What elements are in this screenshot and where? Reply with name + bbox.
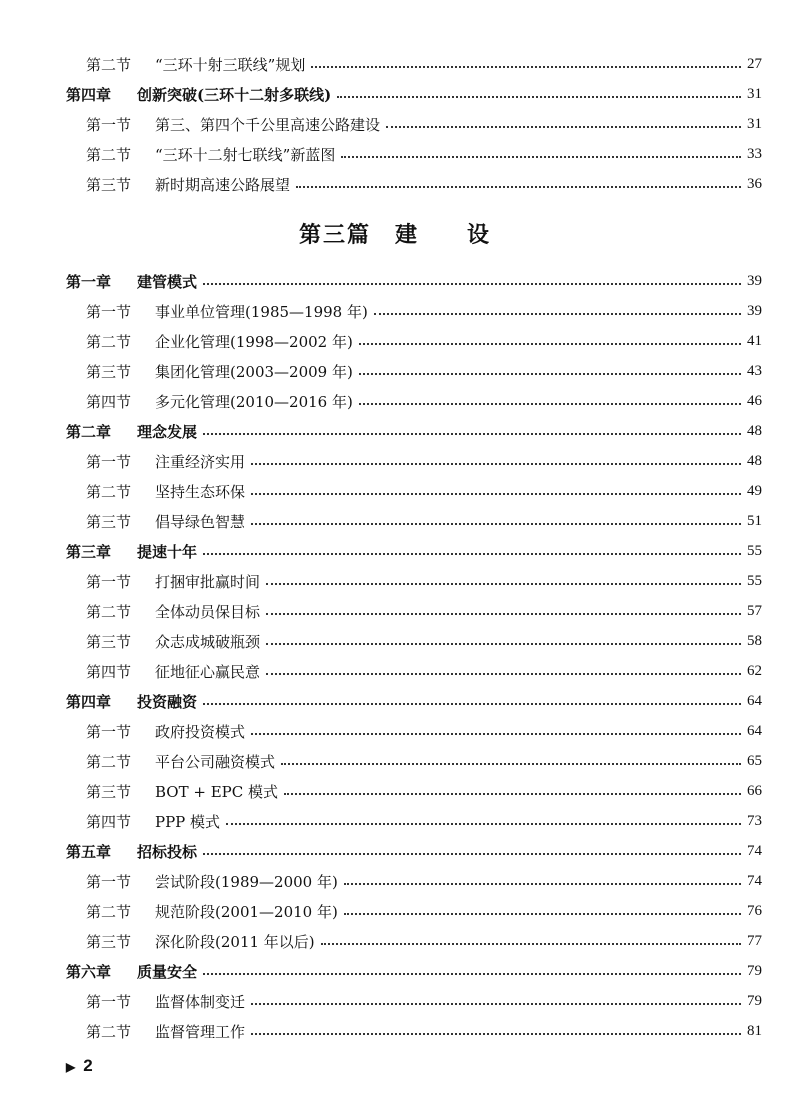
entry-title: 集团化管理(2003—2009 年) — [155, 362, 353, 381]
dot-leader — [341, 156, 741, 158]
entry-title: 深化阶段(2011 年以后) — [155, 932, 315, 951]
page-number: 2 — [83, 1056, 93, 1075]
entry-title: 投资融资 — [137, 692, 198, 711]
toc-section-entry[interactable] — [66, 139, 762, 169]
toc-section-entry[interactable] — [66, 806, 762, 836]
entry-title: 监督管理工作 — [155, 1022, 246, 1041]
entry-page-number: 33 — [747, 145, 762, 162]
dot-leader — [321, 943, 741, 945]
entry-title: 政府投资模式 — [155, 722, 246, 741]
entry-title: BOT + EPC 模式 — [155, 782, 278, 801]
entry-page-number: 81 — [747, 1022, 762, 1039]
toc-section-entry[interactable] — [66, 386, 762, 416]
entry-label: 第一章 — [66, 272, 112, 291]
entry-page-number: 36 — [747, 175, 762, 192]
toc-section-entry[interactable] — [66, 656, 762, 686]
entry-title: 新时期高速公路展望 — [155, 175, 291, 194]
toc-chapter-entry[interactable] — [66, 836, 762, 866]
dot-leader — [359, 403, 741, 405]
dot-leader — [203, 433, 741, 435]
entry-page-number: 31 — [747, 115, 762, 132]
toc-section-entry[interactable] — [66, 49, 762, 79]
dot-leader — [251, 1003, 741, 1005]
dot-leader — [266, 613, 741, 615]
dot-leader — [386, 126, 741, 128]
toc-section-entry[interactable] — [66, 566, 762, 596]
dot-leader — [266, 673, 741, 675]
toc-section-entry[interactable] — [66, 626, 762, 656]
entry-title: PPP 模式 — [155, 812, 221, 831]
dot-leader — [296, 186, 741, 188]
entry-page-number: 27 — [747, 55, 762, 72]
toc-section-entry[interactable] — [66, 296, 762, 326]
dot-leader — [203, 553, 741, 555]
entry-title: 事业单位管理(1985—1998 年) — [155, 302, 368, 321]
toc-section-entry[interactable] — [66, 596, 762, 626]
dot-leader — [226, 823, 741, 825]
entry-title: “三环十射三联线”规划 — [155, 55, 306, 74]
entry-page-number: 66 — [747, 782, 762, 799]
entry-page-number: 39 — [747, 302, 762, 319]
entry-label: 第四章 — [66, 692, 112, 711]
toc-section-entry[interactable] — [66, 356, 762, 386]
entry-title: 倡导绿色智慧 — [155, 512, 246, 531]
entry-title: “三环十二射七联线”新蓝图 — [155, 145, 336, 164]
toc-chapter-entry[interactable] — [66, 956, 762, 986]
entry-title: 创新突破(三环十二射多联线) — [137, 85, 332, 104]
triangle-marker-icon: ▶ — [66, 1060, 76, 1074]
dot-leader — [203, 973, 741, 975]
entry-label: 第一节 — [86, 115, 132, 134]
entry-page-number: 65 — [747, 752, 762, 769]
entry-title: 建管模式 — [137, 272, 198, 291]
entry-page-number: 76 — [747, 902, 762, 919]
entry-label: 第四章 — [66, 85, 112, 104]
entry-label: 第二节 — [86, 752, 132, 771]
dot-leader — [203, 283, 741, 285]
toc-section-entry[interactable] — [66, 716, 762, 746]
entry-label: 第二节 — [86, 482, 132, 501]
dot-leader — [203, 703, 741, 705]
entry-label: 第四节 — [86, 392, 132, 411]
entry-label: 第一节 — [86, 302, 132, 321]
entry-label: 第一节 — [86, 722, 132, 741]
toc-section-entry[interactable] — [66, 476, 762, 506]
entry-page-number: 41 — [747, 332, 762, 349]
entry-title: 理念发展 — [137, 422, 198, 441]
entry-page-number: 48 — [747, 452, 762, 469]
dot-leader — [251, 523, 741, 525]
dot-leader — [359, 343, 741, 345]
entry-label: 第三节 — [86, 512, 132, 531]
entry-label: 第三节 — [86, 782, 132, 801]
entry-page-number: 43 — [747, 362, 762, 379]
entry-page-number: 74 — [747, 872, 762, 889]
entry-title: 质量安全 — [137, 962, 198, 981]
entry-title: 规范阶段(2001—2010 年) — [155, 902, 338, 921]
entry-title: 打捆审批赢时间 — [155, 572, 261, 591]
toc-section-entry[interactable] — [66, 896, 762, 926]
dot-leader — [251, 1033, 741, 1035]
entry-label: 第四节 — [86, 662, 132, 681]
entry-title: 平台公司融资模式 — [155, 752, 276, 771]
entry-page-number: 74 — [747, 842, 762, 859]
entry-page-number: 48 — [747, 422, 762, 439]
entry-title: 征地征心赢民意 — [155, 662, 261, 681]
entry-title: 众志成城破瓶颈 — [155, 632, 261, 651]
entry-page-number: 64 — [747, 692, 762, 709]
entry-page-number: 55 — [747, 572, 762, 589]
entry-label: 第二章 — [66, 422, 112, 441]
toc-chapter-entry[interactable] — [66, 686, 762, 716]
entry-page-number: 77 — [747, 932, 762, 949]
toc-section-entry[interactable] — [66, 776, 762, 806]
entry-label: 第三章 — [66, 542, 112, 561]
entry-page-number: 55 — [747, 542, 762, 559]
toc-section-entry[interactable] — [66, 169, 762, 199]
dot-leader — [203, 853, 741, 855]
toc-section-entry[interactable] — [66, 446, 762, 476]
toc-chapter-entry[interactable] — [66, 79, 762, 109]
dot-leader — [251, 733, 741, 735]
entry-title: 企业化管理(1998—2002 年) — [155, 332, 353, 351]
toc-chapter-entry[interactable] — [66, 266, 762, 296]
dot-leader — [311, 66, 741, 68]
entry-page-number: 62 — [747, 662, 762, 679]
page-footer — [66, 1056, 93, 1076]
dot-leader — [251, 493, 741, 495]
toc-chapter-entry[interactable] — [66, 416, 762, 446]
toc-section-entry[interactable] — [66, 1016, 762, 1046]
dot-leader — [337, 96, 741, 98]
entry-page-number: 49 — [747, 482, 762, 499]
toc-section-entry[interactable] — [66, 986, 762, 1016]
entry-label: 第六章 — [66, 962, 112, 981]
entry-page-number: 73 — [747, 812, 762, 829]
entry-label: 第三节 — [86, 175, 132, 194]
toc-section-entry[interactable] — [66, 506, 762, 536]
entry-page-number: 58 — [747, 632, 762, 649]
entry-page-number: 79 — [747, 962, 762, 979]
entry-label: 第三节 — [86, 362, 132, 381]
entry-page-number: 79 — [747, 992, 762, 1009]
entry-label: 第二节 — [86, 145, 132, 164]
entry-title: 注重经济实用 — [155, 452, 246, 471]
entry-label: 第一节 — [86, 452, 132, 471]
entry-label: 第一节 — [86, 992, 132, 1011]
entry-title: 招标投标 — [137, 842, 198, 861]
toc-section-entry[interactable] — [66, 866, 762, 896]
entry-label: 第二节 — [86, 602, 132, 621]
entry-title: 提速十年 — [137, 542, 198, 561]
entry-label: 第三节 — [86, 932, 132, 951]
dot-leader — [374, 313, 741, 315]
entry-label: 第一节 — [86, 872, 132, 891]
dot-leader — [266, 643, 741, 645]
entry-page-number: 39 — [747, 272, 762, 289]
entry-page-number: 46 — [747, 392, 762, 409]
entry-label: 第二节 — [86, 1022, 132, 1041]
entry-title: 监督体制变迁 — [155, 992, 246, 1011]
part-title: 第三篇 建 设 — [298, 223, 491, 248]
entry-label: 第二节 — [86, 332, 132, 351]
dot-leader — [251, 463, 741, 465]
dot-leader — [344, 883, 741, 885]
entry-page-number: 64 — [747, 722, 762, 739]
dot-leader — [359, 373, 741, 375]
toc-chapter-entry[interactable] — [66, 536, 762, 566]
entry-page-number: 57 — [747, 602, 762, 619]
entry-label: 第二节 — [86, 902, 132, 921]
dot-leader — [284, 793, 741, 795]
entry-title: 全体动员保目标 — [155, 602, 261, 621]
entry-label: 第四节 — [86, 812, 132, 831]
entry-title: 第三、第四个千公里高速公路建设 — [155, 115, 381, 134]
toc-continued-section — [66, 49, 762, 199]
toc-section-entry[interactable] — [66, 746, 762, 776]
entry-label: 第二节 — [86, 55, 132, 74]
entry-label: 第三节 — [86, 632, 132, 651]
entry-page-number: 31 — [747, 85, 762, 102]
entry-title: 坚持生态环保 — [155, 482, 246, 501]
entry-title: 多元化管理(2010—2016 年) — [155, 392, 353, 411]
entry-title: 尝试阶段(1989—2000 年) — [155, 872, 338, 891]
entry-label: 第一节 — [86, 572, 132, 591]
toc-section-entry[interactable] — [66, 326, 762, 356]
dot-leader — [266, 583, 741, 585]
entry-label: 第五章 — [66, 842, 112, 861]
entry-page-number: 51 — [747, 512, 762, 529]
toc-part-three — [66, 266, 762, 1046]
dot-leader — [344, 913, 741, 915]
toc-section-entry[interactable] — [66, 109, 762, 139]
dot-leader — [281, 763, 741, 765]
toc-section-entry[interactable] — [66, 926, 762, 956]
